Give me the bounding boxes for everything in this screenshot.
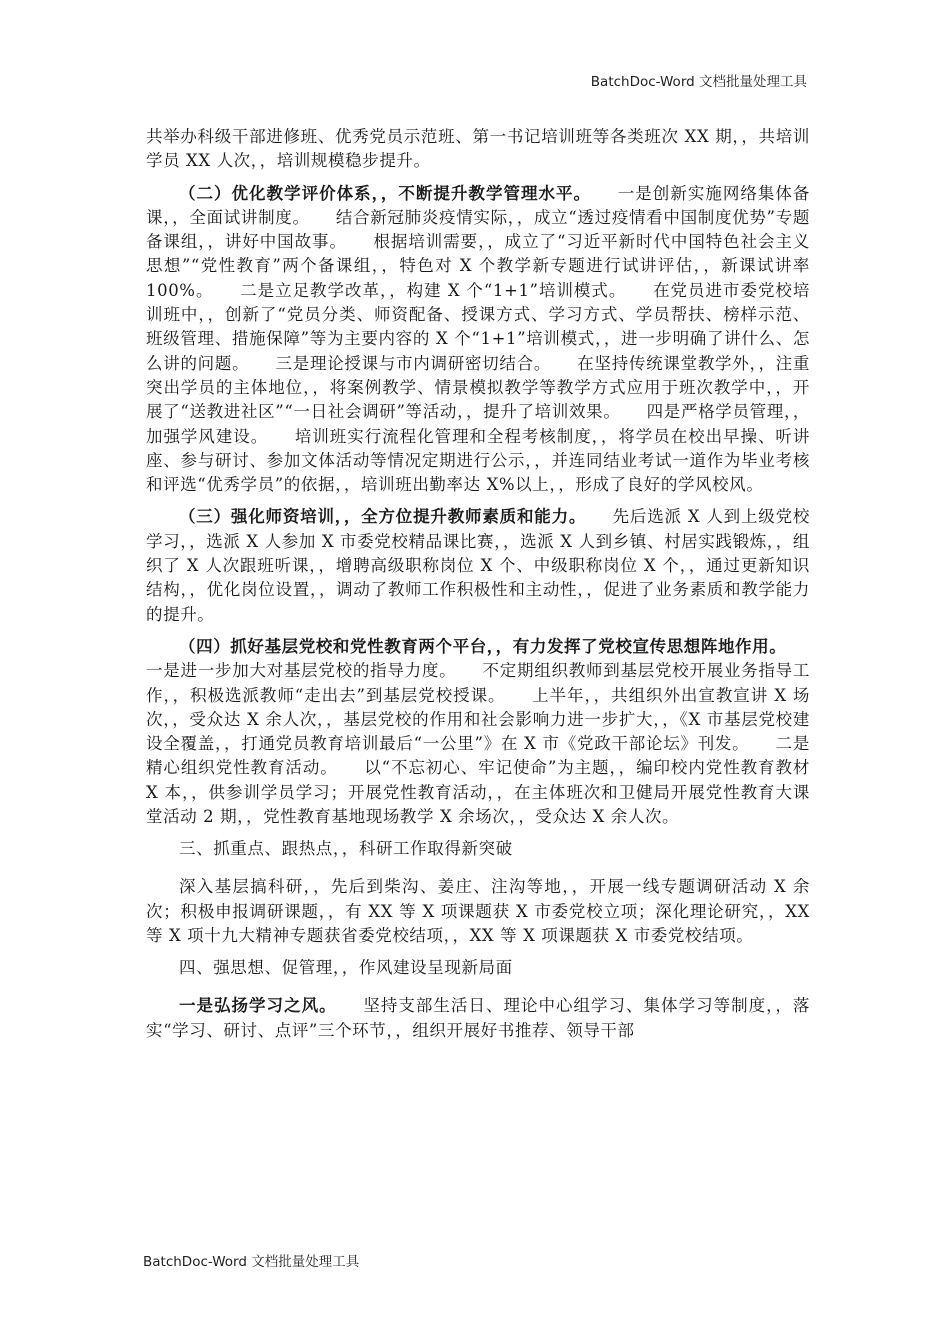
section-subtitle: 一是弘扬学习之风。 xyxy=(179,996,329,1016)
paragraph-continuation: 共举办科级干部进修班、优秀党员示范班、第一书记培训班等各类班次 XX 期，，共培训学员 XX 人次，，培训规模稳步提升。 xyxy=(146,127,810,171)
section-subtitle: （四）抓好基层党校和党性教育两个平台，，有力发挥了党校宣传思想阵地作用。 xyxy=(179,636,779,656)
paragraph-text: 一是创新实施网络集体备课，，全面试讲制度。 结合新冠肺炎疫情实际，，成立“透过疫情看中国制度优势”专题备课组，，讲好中国故事。 根据培训需要，，成立了“习近平新时代中国特色社会主义思想”“党性教育”两个备课组，，特色对 X 个教学新专题进行试讲评估，，新课试讲率 100%。 二是立足教学改革，，构建 X 个“1+1”培训模式。 在党员进市委党校培训班中，，创新了“党员分类、师资配备、授课方式、学习方式、学员帮扶、榜样示范、班级管理、措施保障”等为主要内容的 X 个“1+1”培训模式，，进一步明确了讲什么、怎么讲的问题。 三是理论授课与市内调研密切结合。 在坚持传统课堂教学外，，注重突出学员的主体地位，，将案例教学、情景模拟教学等教学方式应用于班次教学中，，开展了“送教进社区”“一日社会调研”等活动，，提升了培训效果。 四是严格学员管理，，加强学风建设。 培训班实行流程化管理和全程考核制度，，将学员在校出早操、听讲座、参与研讨、参加文体活动等情况定期进行公示，，并连同结业考试一道作为毕业考核和评选“优秀学员”的依据，，培训班出勤率达 X%以上，，形成了良好的学风校风。 xyxy=(146,183,810,495)
paragraph-research: 深入基层搞科研，，先后到柴沟、姜庄、注沟等地，，开展一线专题调研活动 X 余次；积极申报调研课题，，有 XX 等 X 项课题获 X 市委党校立项；深化理论研究，，XX 等 X 项十九大精神专题获省委党校结项，，XX 等 X 项课题获 X 市委党校结项。 xyxy=(146,877,810,945)
paragraph-text: 一是进一步加大对基层党校的指导力度。 不定期组织教师到基层党校开展业务指导工作，，积极选派教师“走出去”到基层党校授课。 上半年，，共组织外出宣教宣讲 X 场次，，受众达 X 余人次，，基层党校的作用和社会影响力进一步扩大，，《X 市基层党校建设全覆盖，，打通党员教育培训最后“一公里”》在 X 市《党政干部论坛》刊发。 二是精心组织党性教育活动。 以“不忘初心、牢记使命”为主题，，编印校内党性教育教材 X 本，，供参训学员学习；开展党性教育活动，，在主体班次和卫健局开展党性教育大课堂活动 2 期，，党性教育基地现场教学 X 余场次，，受众达 X 余人次。 xyxy=(146,636,813,827)
page-header: BatchDoc-Word 文档批量处理工具 xyxy=(590,74,807,90)
paragraph-text: 先后选派 X 人到上级党校学习，，选派 X 人参加 X 市委党校精品课比赛，，选派 X 人到乡镇、村居实践锻炼，，组织了 X 人次跟班听课，，增聘高级职称岗位 X 个、中级职称岗位 X 个，，通过更新知识结构，，优化岗位设置，，调动了教师工作积极性和主动性，，促进了业务素质和教学能力的提升。 xyxy=(146,507,810,624)
document-body xyxy=(146,125,813,1051)
paragraph-teacher-training xyxy=(146,505,810,626)
section-heading-research: 三、抓重点、跟热点，，科研工作取得新突破 xyxy=(179,839,513,859)
paragraph-grassroots-platforms xyxy=(146,635,813,829)
section-subtitle: （二）优化教学评价体系，，不断提升教学管理水平。 xyxy=(179,183,583,203)
paragraph-learning-culture xyxy=(146,994,810,1043)
paragraph-teaching-evaluation xyxy=(146,182,810,498)
paragraph-text: 坚持支部生活日、理论中心组学习、集体学习等制度，，落实“学习、研讨、点评”三个环节，，组织开展好书推荐、领导干部 xyxy=(146,996,810,1040)
section-heading-conduct: 四、强思想、促管理，，作风建设呈现新局面 xyxy=(179,958,513,978)
page-footer: BatchDoc-Word 文档批量处理工具 xyxy=(143,1254,360,1270)
section-subtitle: （三）强化师资培训，，全方位提升教师素质和能力。 xyxy=(179,507,578,527)
